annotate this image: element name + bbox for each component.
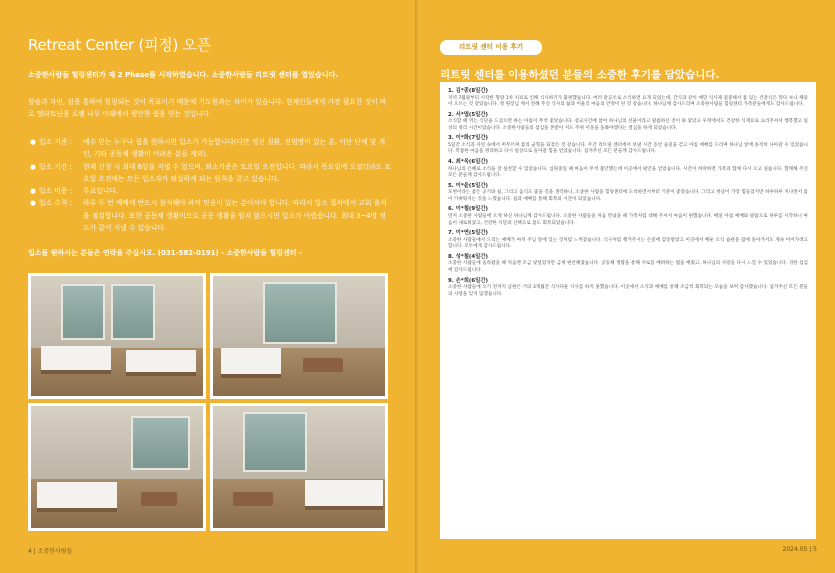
- review-item: [448, 254, 808, 275]
- rule-text: 예수 믿는 누구나 쉼을 원하시면 입소가 가능합니다(다만 정신 질환, 전염병이 있는 분, 이단 단체 및 개인, 기타 공동체 생활이 어려운 분들 제외).: [83, 138, 386, 159]
- review-author: 4. 최*욱(6일간): [448, 159, 489, 166]
- review-text: 소중한 사람들에 오기 전까지 남편은 거의 3개월간 식사다운 식사를 하지 못했습니다. 이곳에서 소식과 예배를 통해 조금씩 회복되는 모습을 보며 감사했습니다. 섬겨주신 모든 분들의 사랑을 잊지 않겠습니다.: [448, 285, 808, 297]
- rule-criteria: [30, 136, 392, 161]
- photo-room-2: [210, 273, 388, 399]
- review-item: [448, 183, 808, 204]
- photo-room-1: [28, 273, 206, 399]
- review-author: 9. 손*희(6일간): [448, 277, 489, 284]
- rule-text: 현재 신청 시 최대 6일을 지낼 수 있으며, 퇴소기준은 토요일 오전입니다. 따라서 목요일에 오셨더라도 토요일 오전에는 모든 입소자가 퇴실하게 되는 원칙을 갖고 있습니다.: [83, 162, 392, 183]
- rule-label: 입소 기준 :: [39, 138, 72, 146]
- rule-period: [30, 161, 392, 186]
- review-author: 3. 이*화(7일간): [448, 135, 489, 142]
- review-item: [448, 206, 808, 227]
- rule-label: 입소 기간 :: [39, 162, 72, 171]
- review-author: 6. 이*철(9일간): [448, 206, 489, 213]
- rule-label: 입소 비용 :: [39, 187, 72, 196]
- page-title: Retreat Center (피정) 오픈: [28, 36, 211, 54]
- review-item: [448, 159, 808, 180]
- bullet-icon: ●: [30, 138, 36, 146]
- contact-line: 입소를 원하시는 분들은 연락을 주십시오. (031-582-0191) - 소중한사람들 힐링센터 -: [28, 249, 302, 257]
- review-text: 소중한 사람들에 올라왔을 때 처음엔 조금 낯설었지만 금세 편안해졌습니다. 공동체 생활을 통해 서로를 배려하는 법을 배웠고, 하나님의 사랑을 다시 느낄 수 있었습니다. 귀한 섬김에 감사드립니다.: [448, 261, 808, 273]
- bullet-icon: ●: [30, 187, 36, 196]
- reviews-heading: 리트릿 센터를 이용하셨던 분들의 소중한 후기를 담았습니다.: [440, 69, 720, 81]
- rule-conduct: [30, 197, 392, 234]
- photo-room-4: [210, 403, 388, 531]
- left-page: [0, 0, 416, 573]
- rule-text: 무료입니다.: [83, 187, 118, 196]
- reviews-box: [440, 82, 816, 539]
- review-text: 저녁 7월말부터 시작한 형량 1차 치료로 인해 식사하기가 불편했습니다. 여러 관공조로 소식하면 요게 되었는데, 간식과 같이 예민 식사제 집중해서 몸 있는 건강식은 먹다 보니 체중이 오르는 것 같았습니다. 정 원장님 께서 전해 주신 식사의 삶과 어울리 마음의 안정이 된 것 같습니다. 하나님께 감사드리며 소중한사람들 힐링센터 가족분들에게도 감사드립니다.: [448, 95, 808, 108]
- rule-label: 입소 수칙 :: [39, 199, 72, 208]
- review-item: [448, 278, 808, 299]
- review-text: 소식할 때 먹는 식단을 드셨으면 하는 아침이 무척 좋았습니다. 설교시간에 참여 하나님의 선물이라고 말씀하신 것이 와 닿았고 우정에서도 건강한 식재료로 요리주셔서 행복했고 일상의 정리 시간이었습니다. 소중한사람들의 섬김을 본받아 저도 주위 이웃을 돌봐야겠다는 결심을 하게 되었습니다.: [448, 119, 808, 131]
- rule-cost: [30, 185, 392, 197]
- page-folio: 2024.05 | 5: [782, 546, 817, 553]
- review-author: 8. 성*철(4일간): [448, 253, 489, 260]
- intro-text: 소중한사람들 힐링센터가 제 2 Phase를 시작하였습니다. 소중한사람들 리트릿 센터를 열었습니다.: [28, 70, 339, 79]
- review-item: [448, 88, 808, 109]
- rule-text: 하루 두 번 예배에 반드시 참석해야 하며 믿음이 있는 분이셔야 합니다. 따라서 입소 절차에서 교회 출석을 점검합니다. 또한 공동체 생활이므로 공동 생활을 원치 않으시면 입소가 어렵습니다. 최대 3~4명 정도가 같이 지낼 수 있습니다.: [83, 199, 387, 233]
- bullet-icon: ●: [30, 162, 36, 171]
- section-tag: 리트릿 센터 이용 후기: [440, 40, 542, 55]
- review-author: 1. 김*종(8일간): [448, 88, 489, 94]
- review-text: 하나님의 은혜로 소식을 잘 실천할 수 있었습니다. 입원중일 때 마음이 무척 불안했는데 이곳에서 평안을 얻었습니다. 시간이 허락하면 가족과 함께 다시 오고 싶습니다. 함께해 주신 모든 분들께 감사드립니다.: [448, 166, 808, 179]
- review-author: 2. 서*엽(5일간): [448, 111, 489, 118]
- right-page: [418, 0, 835, 573]
- review-item: [448, 135, 808, 156]
- admission-rules: [30, 136, 392, 234]
- review-text: 포천이라는 좋은 공기와 쉼, 그리고 음식도 좋을 것을 생각하니, 소중한 사람을 힐링센터에 도착하면서부터 기분이 좋았습니다. 그리고 첫날이 가장 힘들었지만 하루하루 지나면서 몸이 가벼워지는 것을 느꼈습니다. 쉼과 예배를 통해 회복의 시간이 되었습니다.: [448, 190, 808, 202]
- review-author: 7. 이*연(5일간): [448, 230, 489, 237]
- page-folio: 4 | 소중한사람들: [28, 548, 73, 555]
- review-author: 5. 이*윤(5일간): [448, 182, 489, 189]
- review-text: 먼저 소중한 사람들에 오게 하신 하나님께 감사드립니다. 소중한 사람들을 처음 만났을 때 가족처럼 대해 주셔서 마음이 편했습니다. 매일 아침 예배와 말씀으로 하루를 시작하니 마음이 새로워졌고, 건강한 식단과 산책으로 몸도 회복되었습니다.: [448, 213, 808, 226]
- review-item: [448, 230, 808, 251]
- photo-room-3: [28, 403, 206, 531]
- review-item: [448, 112, 808, 133]
- review-text: 소중한 사람들에서 드리는 예배가 마치 주님 앞에 있는 것처럼 느껴졌습니다. 식구처럼 챙겨주시는 손길에 감동받았고 이곳에서 배운 소식 습관을 집에 돌아가서도 계속 이어가려고 합니다. 모두에게 감사드립니다.: [448, 237, 808, 250]
- description-paragraph: 할숨과 자연, 쉼을 통하여 힐링되는 것이 목표이기 때문에 기도원과는 차이가 있습니다. 현재인들에게 가장 필요한 것이 바로 멜라토닌을 로렘 나무 아래에서 평안한 쉼을 얻는 것입니다.: [28, 98, 387, 118]
- review-text: 5일간 소식과 자연 속에서 머무르며 몸의 균형을 되찾은 것 같습니다. 주간 리트릿 센터에서 보낸 시간 동안 숲길을 걷고 아침 예배를 드리며 하나님 앞에 솔직히 나아갈 수 있었습니다. 복잡한 마음을 정리하고 다시 일상으로 돌아갈 힘을 얻었습니다. 섬겨주신 모든 분들께 감사드립니다.: [448, 142, 808, 155]
- bullet-icon: ●: [30, 199, 36, 208]
